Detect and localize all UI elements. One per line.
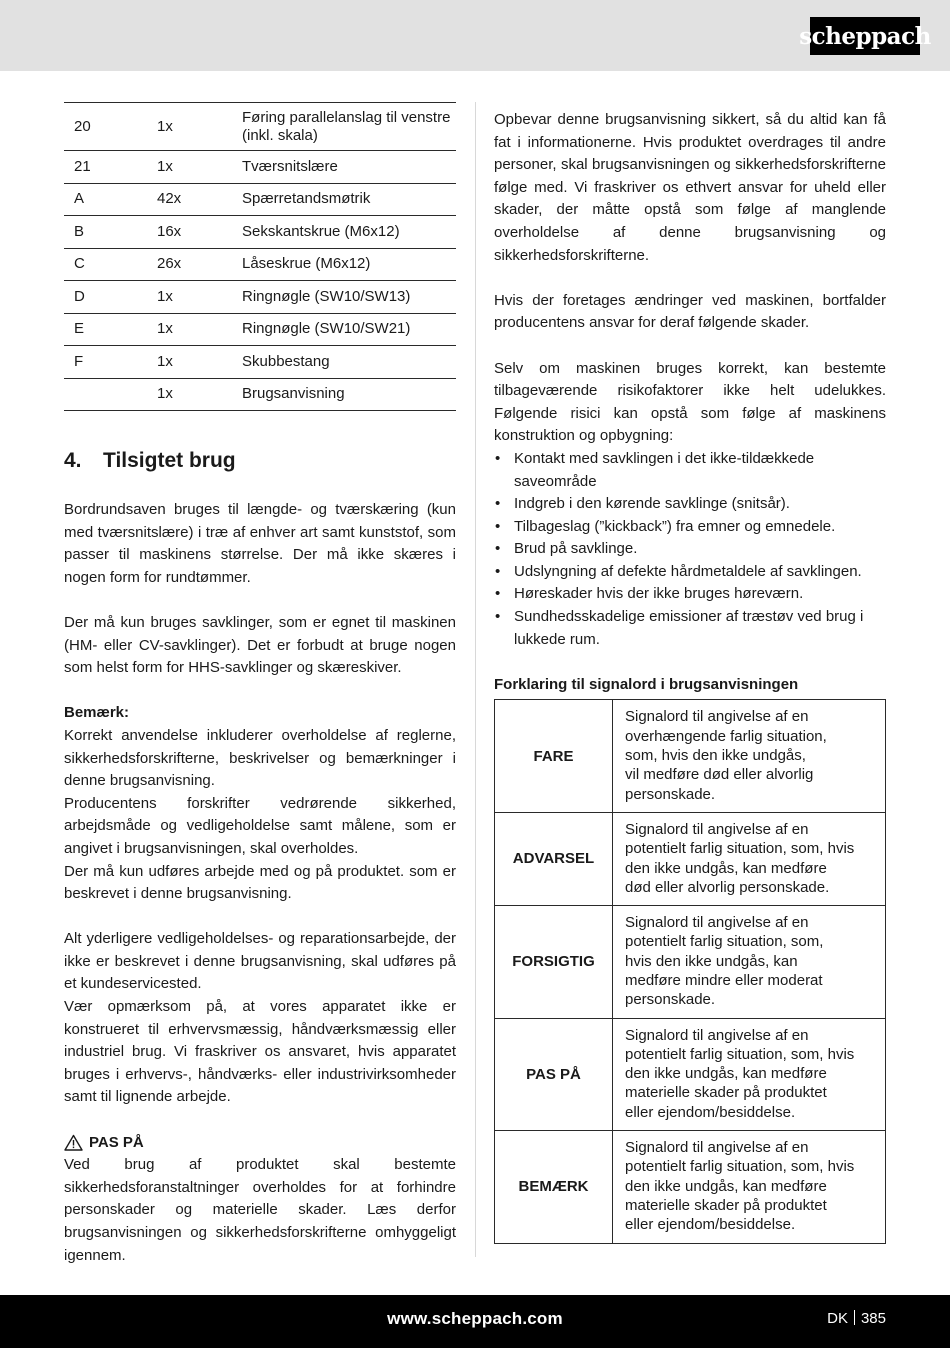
residual-risk-paragraph: Selv om maskinen bruges korrekt, kan bestemte tilbageværende risikofaktorer ikke helt udelukkes. Følgende risici kan opstå som følge af maskinens konstruktion og opbygning: bbox=[494, 359, 886, 445]
signal-description-line: død eller alvorlig personskade. bbox=[625, 878, 830, 896]
logo-text: scheppach bbox=[799, 22, 931, 50]
part-description: Føring parallelanslag til venstre (inkl. skala) bbox=[242, 108, 451, 144]
signal-description-line: Signalord til angivelse af en bbox=[625, 820, 809, 838]
part-number: 21 bbox=[74, 157, 91, 175]
risk-list-item: • Brud på savklinge. bbox=[494, 538, 886, 561]
signal-word: BEMÆRK bbox=[495, 1131, 613, 1243]
parts-table-row bbox=[64, 183, 456, 216]
part-description: Låseskrue (M6x12) bbox=[242, 255, 371, 273]
signal-description-line: den ikke undgås, kan medføre bbox=[625, 1177, 827, 1195]
risk-list-item: • Kontakt med savklingen i det ikke-tildækkede saveområde bbox=[494, 448, 886, 493]
signal-description-line: medføre mindre eller moderat bbox=[625, 972, 823, 989]
part-description: Brugsanvisning bbox=[242, 385, 345, 403]
part-number: B bbox=[74, 222, 85, 240]
part-quantity: 26x bbox=[157, 255, 182, 273]
left-column bbox=[64, 102, 456, 1267]
signal-description-line: hvis den ikke undgås, kan bbox=[625, 952, 798, 970]
commercial-use-paragraph: Vær opmærksom på, at vores apparatet ikke er konstrueret til erhvervsmæssig, håndværksmæssig eller industriel brug. Vi fraskriver os ansvaret, hvis apparatet bruges i erhvervs-, håndværks- eller industrivirksomheder samt til lignende arbejde. bbox=[64, 998, 456, 1106]
page-number bbox=[827, 1310, 886, 1327]
signal-table-row bbox=[495, 906, 886, 1018]
part-number: C bbox=[74, 255, 85, 273]
signal-description-line: den ikke undgås, kan medføre bbox=[625, 859, 827, 877]
caution-heading bbox=[64, 1132, 456, 1155]
note-label: Bemærk: bbox=[64, 704, 130, 722]
signal-description-line: potentielt farlig situation, som, hvis bbox=[625, 1045, 855, 1063]
section-heading bbox=[64, 448, 456, 474]
signal-table-row bbox=[495, 700, 886, 812]
part-number bbox=[64, 378, 147, 411]
part-quantity: 1x bbox=[157, 117, 173, 135]
modification-paragraph: Hvis der foretages ændringer ved maskinen, bortfalder producentens ansvar for deraf følgende skader. bbox=[494, 291, 886, 332]
signal-word: FORSIGTIG bbox=[495, 906, 613, 1018]
part-quantity: 16x bbox=[157, 222, 182, 240]
signal-description-line: personskade. bbox=[625, 991, 716, 1009]
part-number: F bbox=[74, 352, 84, 370]
risk-list-item: • Høreskader hvis der ikke bruges høreværn. bbox=[494, 583, 886, 606]
part-number: A bbox=[74, 190, 85, 208]
signal-word: PAS PÅ bbox=[495, 1018, 613, 1130]
caution-paragraph: Ved brug af produktet skal bestemte sikkerhedsforanstaltninger overholdes for at forhindre personskader og materielle skader. Læs derfor brugsanvisningen og sikkerhedsforskrifterne omhyggeligt igennem. bbox=[64, 1156, 456, 1264]
signal-table-row bbox=[495, 812, 886, 905]
signal-description-line: potentielt farlig situation, som, hvis bbox=[625, 840, 855, 858]
signal-description-line: vil medføre død eller alvorlig bbox=[625, 766, 814, 784]
parts-table-row bbox=[64, 248, 456, 281]
repair-paragraph: Alt yderligere vedligeholdelses- og reparationsarbejde, der ikke er beskrevet i denne brugsanvisning, skal udføres på et kundeservicested. bbox=[64, 930, 456, 993]
signal-description-line: Signalord til angivelse af en bbox=[625, 1139, 809, 1157]
part-description: Ringnøgle (SW10/SW21) bbox=[242, 320, 411, 338]
signal-word: ADVARSEL bbox=[495, 812, 613, 905]
signal-description-line: Signalord til angivelse af en bbox=[625, 1026, 809, 1044]
parts-table-row bbox=[64, 313, 456, 346]
part-description: Ringnøgle (SW10/SW13) bbox=[242, 287, 411, 305]
parts-table-row bbox=[64, 378, 456, 411]
signal-description bbox=[613, 812, 886, 905]
signal-description bbox=[613, 1018, 886, 1130]
part-quantity: 1x bbox=[157, 385, 173, 403]
signal-description bbox=[613, 700, 886, 812]
saw-blade-paragraph: Der må kun bruges savklinger, som er egnet til maskinen (HM- eller CV-savklinger). Det er forbudt at bruge nogen som helst form for HHS-savklinger og skæreskiver. bbox=[64, 613, 456, 677]
parts-table-row bbox=[64, 346, 456, 379]
parts-table-row bbox=[64, 103, 456, 151]
note-paragraph-3: Der må kun udføres arbejde med og på produktet. som er beskrevet i denne brugsanvisning. bbox=[64, 862, 456, 903]
right-column bbox=[494, 102, 886, 1244]
storage-paragraph: Opbevar denne brugsanvisning sikkert, så du altid kan få fat i informationerne. Hvis produktet overdrages til andre personer, skal brugsanvisningen og sikkerhedsforskrifterne følge med. Vi fraskriver os ethvert ansvar for uheld eller skader, der måtte opstå som følge af manglende overholdelse af denne brugsanvisning og sikkerhedsforskrifterne. bbox=[494, 111, 886, 264]
part-description: Spærretandsmøtrik bbox=[242, 190, 371, 208]
risk-list-item: • Udslyngning af defekte hårdmetaldele af savklingen. bbox=[494, 561, 886, 584]
part-number: 20 bbox=[74, 117, 91, 135]
risk-list-item: • Sundhedsskadelige emissioner af træstøv ved brug i lukkede rum. bbox=[494, 606, 886, 651]
risk-list-item: • Indgreb i den kørende savklinge (snitsår). bbox=[494, 493, 886, 516]
part-number: D bbox=[74, 287, 85, 305]
page-separator bbox=[854, 1310, 855, 1325]
risk-list-item: • Tilbageslag (”kickback”) fra emner og emnedele. bbox=[494, 516, 886, 539]
intended-use-paragraph: Bordrundsaven bruges til længde- og tværskæring (kun med tværsnitslære) i træ af enhver art samt kunststof, som passer til maskinens størrelse. Der må ikke skæres i nogen form for rundtømmer. bbox=[64, 501, 456, 586]
signal-description-line: eller ejendom/besiddelse. bbox=[625, 1103, 796, 1121]
signal-table-row bbox=[495, 1018, 886, 1130]
part-quantity: 1x bbox=[157, 287, 173, 305]
part-quantity: 1x bbox=[157, 352, 173, 370]
warning-triangle-icon bbox=[64, 1134, 83, 1151]
section-number: 4. bbox=[64, 449, 82, 472]
note-paragraph-1: Korrekt anvendelse inkluderer overholdelse af reglerne, sikkerhedsforskrifterne, beskrivelser og bemærkninger i denne brugsanvisning. bbox=[64, 726, 456, 790]
caution-label: PAS PÅ bbox=[89, 1133, 144, 1151]
signal-words-table bbox=[494, 699, 886, 1243]
section-title: Tilsigtet brug bbox=[103, 449, 236, 472]
signal-description bbox=[613, 906, 886, 1018]
signal-description-line: potentielt farlig situation, som, hvis bbox=[625, 1158, 855, 1176]
risk-list bbox=[494, 448, 886, 651]
language-code: DK bbox=[827, 1310, 848, 1327]
signal-description-line: overhængende farlig situation, bbox=[625, 727, 827, 745]
parts-table bbox=[64, 102, 456, 411]
note-paragraph-2: Producentens forskrifter vedrørende sikkerhed, arbejdsmåde og vedligeholdelse samt målene, som er angivet i brugsanvisningen, skal overholdes. bbox=[64, 794, 456, 857]
signal-description-line: potentielt farlig situation, som, bbox=[625, 933, 824, 951]
signal-description-line: Signalord til angivelse af en bbox=[625, 914, 809, 932]
part-quantity: 1x bbox=[157, 320, 173, 338]
signal-words-heading: Forklaring til signalord i brugsanvisningen bbox=[494, 675, 799, 693]
signal-description-line: materielle skader på produktet bbox=[625, 1084, 827, 1102]
signal-description bbox=[613, 1131, 886, 1243]
signal-description-line: den ikke undgås, kan medføre bbox=[625, 1065, 827, 1083]
parts-table-row bbox=[64, 151, 456, 184]
footer-bar bbox=[0, 1295, 950, 1348]
part-description: Skubbestang bbox=[242, 352, 330, 370]
part-description: Tværsnitslære bbox=[242, 157, 338, 175]
part-description: Sekskantskrue (M6x12) bbox=[242, 222, 400, 240]
part-quantity: 1x bbox=[157, 157, 173, 175]
signal-description-line: personskade. bbox=[625, 785, 716, 803]
signal-description-line: materielle skader på produktet bbox=[625, 1196, 827, 1214]
signal-description-line: Signalord til angivelse af en bbox=[625, 708, 809, 726]
part-quantity: 42x bbox=[157, 190, 182, 208]
signal-description-line: som, hvis den ikke undgås, bbox=[625, 747, 806, 765]
signal-table-row bbox=[495, 1131, 886, 1243]
parts-table-row bbox=[64, 216, 456, 249]
scheppach-logo bbox=[799, 17, 931, 55]
page-number-value: 385 bbox=[860, 1310, 886, 1327]
signal-description-line: eller ejendom/besiddelse. bbox=[625, 1216, 796, 1234]
signal-word: FARE bbox=[495, 700, 613, 812]
header-bar bbox=[0, 0, 950, 71]
footer-url: www.scheppach.com bbox=[387, 1309, 563, 1328]
column-divider bbox=[475, 102, 476, 1257]
parts-table-row bbox=[64, 281, 456, 314]
part-number: E bbox=[74, 320, 85, 338]
